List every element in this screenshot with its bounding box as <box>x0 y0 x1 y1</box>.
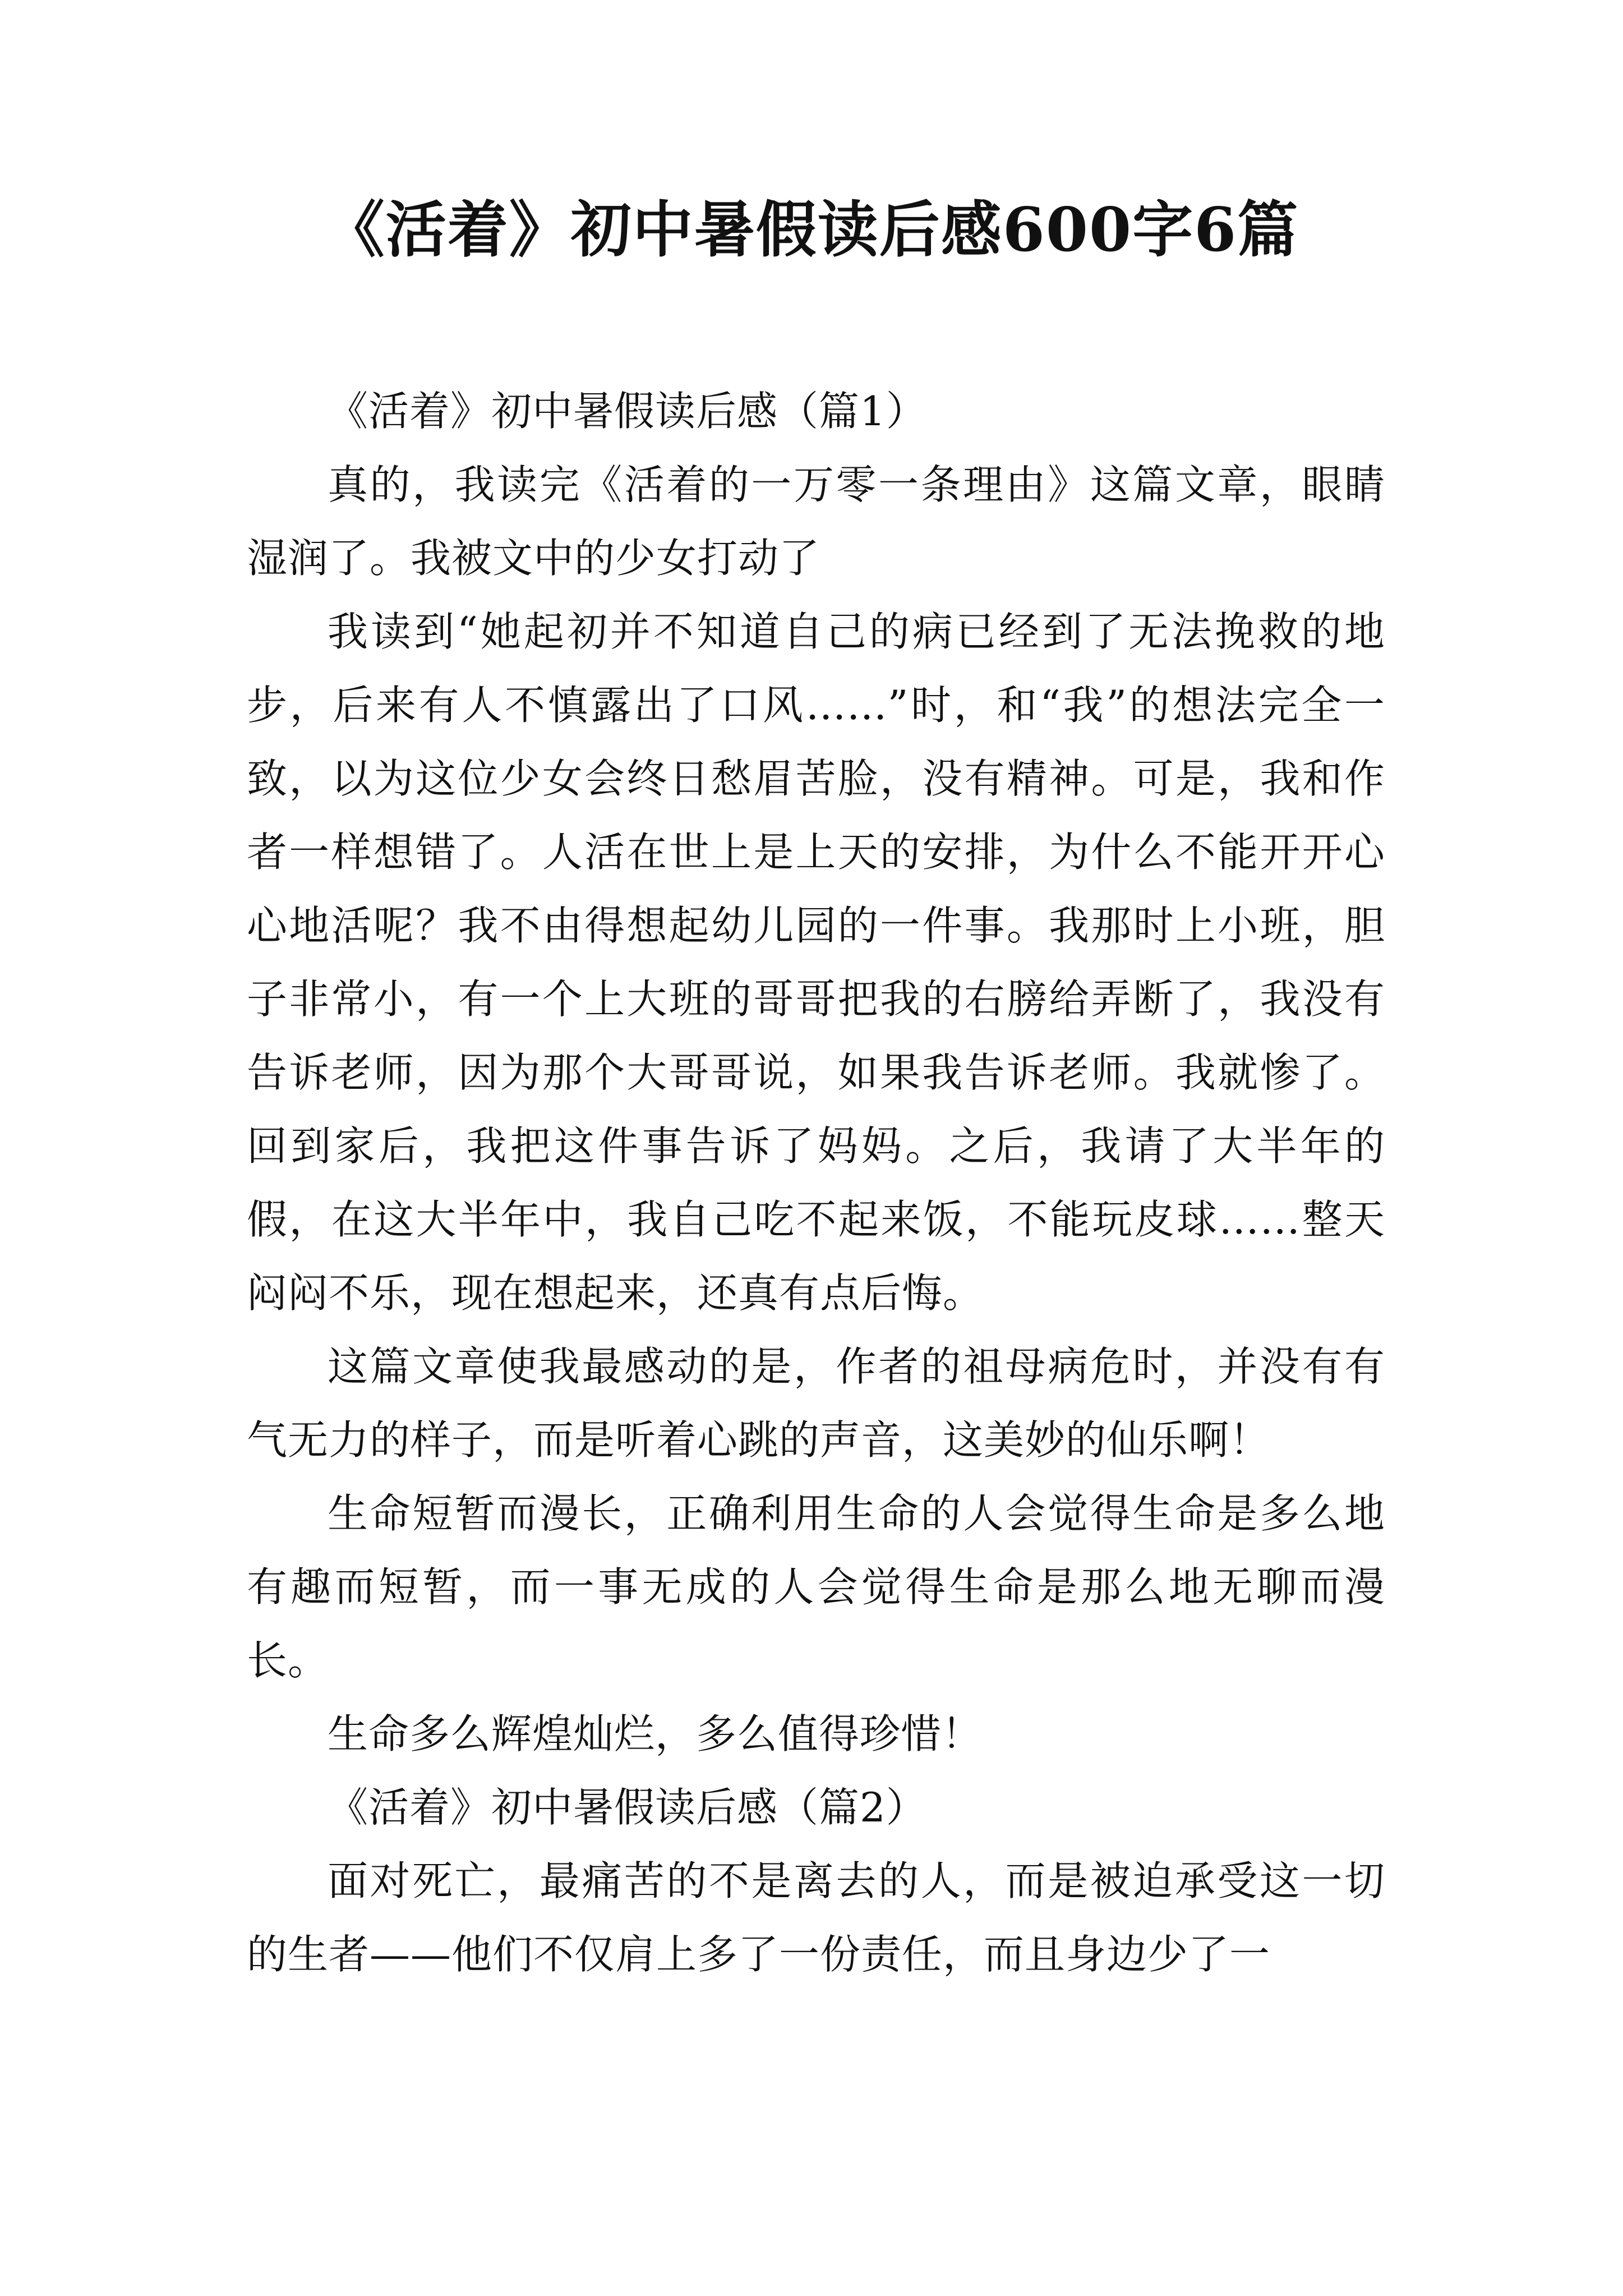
section-heading-2: 《活着》初中暑假读后感（篇2） <box>328 1784 927 1831</box>
paragraph: 真的，我读完《活着的一万零一条理由》这篇文章，眼睛湿润了。我被文中的少女打动了 <box>247 461 1385 582</box>
paragraph: 生命多么辉煌灿烂，多么值得珍惜！ <box>328 1710 983 1757</box>
document-body <box>247 375 1385 1991</box>
paragraph: 面对死亡，最痛苦的不是离去的人，而是被迫承受这一切的生者——他们不仅肩上多了一份责任，而且身边少了一 <box>247 1857 1385 1978</box>
paragraph: 这篇文章使我最感动的是，作者的祖母病危时，并没有有气无力的样子，而是听着心跳的声音，这美妙的仙乐啊！ <box>247 1343 1385 1464</box>
paragraph: 生命短暂而漫长，正确利用生命的人会觉得生命是多么地有趣而短暂，而一事无成的人会觉得生命是那么地无聊而漫长。 <box>247 1490 1385 1684</box>
document-title: 《活着》初中暑假读后感600字6篇 <box>324 195 1299 265</box>
paragraph: 我读到“她起初并不知道自己的病已经到了无法挽救的地步，后来有人不慎露出了口风……”时，和“我”的想法完全一致，以为这位少女会终日愁眉苦脸，没有精神。可是，我和作者一样想错了。人活在世上是上天的安排，为什么不能开开心心地活呢？我不由得想起幼儿园的一件事。我那时上小班，胆子非常小，有一个上大班的哥哥把我的右膀给弄断了，我没有告诉老师，因为那个大哥哥说，如果我告诉老师。我就惨了。回到家后，我把这件事告诉了妈妈。之后，我请了大半年的假，在这大半年中，我自己吃不起来饭，不能玩皮球……整天闷闷不乐，现在想起来，还真有点后悔。 <box>247 608 1385 1317</box>
section-heading-1: 《活着》初中暑假读后感（篇1） <box>328 388 927 435</box>
